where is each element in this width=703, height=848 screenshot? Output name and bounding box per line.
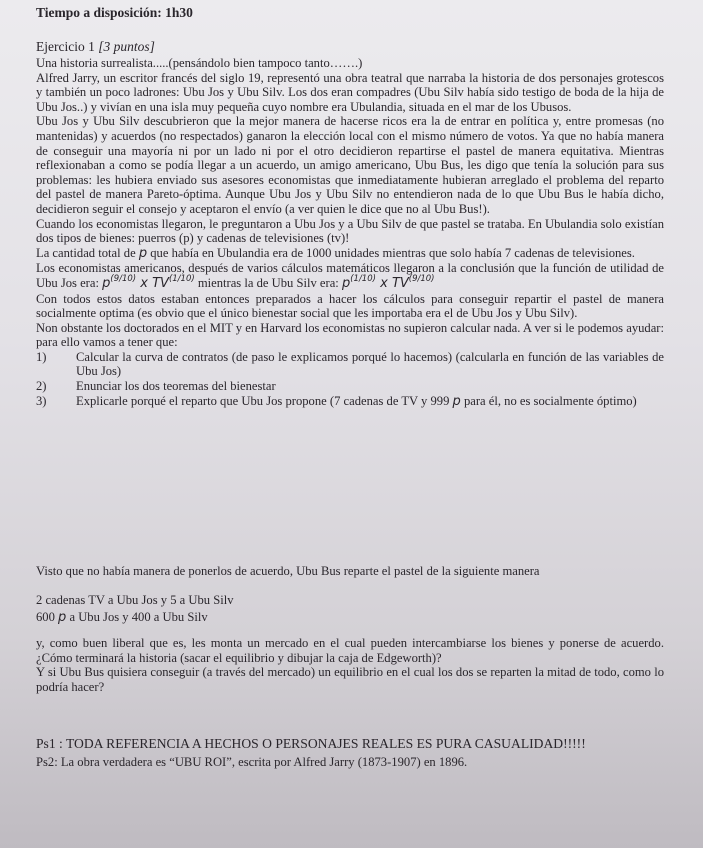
market-paragraph: y, como buen liberal que es, les monta un mercado en el cual pueden intercambiarse los bienes y ponerse de acuerdo. ¿Cómo terminará la historia (sacar el equilibrio y dibujar la caja de Edgeworth)? <box>36 636 664 665</box>
intro-paragraph: Cuando los economistas llegaron, le preguntaron a Ubu Jos y a Ubu Silv de que pastel se trataba. En Ubulandia solo existían dos tipos de bienes: puerros (p) y cadenas de televisiones (tv)! <box>36 216 664 246</box>
utility-silv-formula: $p^{(1/10)}$ x $TV^{(9/10)}$ <box>341 273 435 291</box>
footnote-ps1: Ps1 : TODA REFERENCIA A HECHOS O PERSONAJES REALES ES PURA CASUALIDAD!!!!! <box>36 736 586 751</box>
exercise-body <box>36 56 664 409</box>
market-section <box>36 636 664 694</box>
footnote-ps2: Ps2: La obra verdadera es “UBU ROI”, escrita por Alfred Jarry (1873-1907) en 1896. <box>36 755 468 769</box>
var-p: p <box>138 245 148 261</box>
mit-paragraph: Non obstante los doctorados en el MIT y en Harvard los economistas no supieron calcular nada. A ver si le podemos ayudar: para ello vamos a tener que: <box>36 320 664 350</box>
distribution-p: 600 p a Ubu Jos y 400 a Ubu Silv <box>36 610 208 625</box>
var-p: p <box>58 610 67 625</box>
question-item: 2) Enunciar los dos teoremas del bienestar <box>36 379 276 394</box>
var-p: p <box>452 393 461 409</box>
exercise-title <box>36 40 155 55</box>
exercise-points: [3 puntos] <box>98 39 155 54</box>
quantity-paragraph: La cantidad total de p que había en Ubulandia era de 1000 unidades mientras que solo había 7 cadenas de televisiones. <box>36 245 635 261</box>
utility-paragraph: Los economistas americanos, después de varios cálculos matemáticos llegaron a la conclusión que la función de utilidad de Ubu Jos era: $p^{(9/10)}$ x $TV^{(1/10)}$ mientras la de Ubu Silv era: $p^{(1/10)}$ x $TV^{(9/10)}$ <box>36 261 664 291</box>
utility-jos-formula: $p^{(9/10)}$ x $TV^{(1/10)}$ <box>102 273 195 291</box>
intro-paragraph: Ubu Jos y Ubu Silv descubrieron que la mejor manera de hacerse ricos era la de entrar en política y, entre promesas (no mantenidas) y acuerdos (no respectados) ganaron la elección local con el mismo número de votos. Ya que no había manera de conseguir una mayoría ni por un lado ni por el otro decidieron repartirse el pastel de manera equitativa. Mientras reflexionaban a como se podía llegar a un acuerdo, un amigo americano, Ubu Bus, les digo que tenía la solución para sus problemas: les hubiera enviado sus asesores economistas que inmediatamente hubieran arreglado el problema del reparto del pastel de manera Pareto-óptima. Aunque Ubu Jos y Ubu Silv no entendieron nada de lo que Ubu Bus le había dicho, decidieron seguir el consejo y aceptaron el envío (a ver quien le dice que no al Ubu Bus!). <box>36 114 664 216</box>
half-paragraph: Y si Ubu Bus quisiera conseguir (a través del mercado) un equilibrio en el cual los dos se reparten la mitad de todo, como lo podría hacer? <box>36 665 664 694</box>
time-heading: Tiempo a disposición: 1h30 <box>36 5 193 20</box>
question-item: 3) Explicarle porqué el reparto que Ubu Jos propone (7 cadenas de TV y 999 p para él, no es socialmente óptimo) <box>36 393 637 409</box>
preparation-paragraph: Con todos estos datos estaban entonces preparados a hacer los cálculos para conseguir repartir el pastel de manera socialmente optima (es obvio que el único bienestar social que les importaba era el de Ubu Jos y Ubu Silv). <box>36 291 664 321</box>
distribution-intro: Visto que no había manera de ponerlos de acuerdo, Ubu Bus reparte el pastel de la siguiente manera <box>36 564 540 578</box>
distribution-tv: 2 cadenas TV a Ubu Jos y 5 a Ubu Silv <box>36 593 234 607</box>
exercise-subtitle: Una historia surrealista.....(pensándolo bien tampoco tanto…….) <box>36 56 363 70</box>
question-item: 1) Calcular la curva de contratos (de paso le explicamos porqué lo hacemos) (calcularla en función de las variables de Ubu Jos) <box>36 349 664 379</box>
exercise-name: Ejercicio 1 <box>36 39 95 54</box>
intro-paragraph: Alfred Jarry, un escritor francés del siglo 19, representó una obra teatral que narraba la historia de dos personajes grotescos y también un poco ladrones: Ubu Jos y Ubu Silv. Los dos eran compadres (Ubu Silv había sido testigo de boda de la hija de Ubu Jos..) y vivían en una isla muy pequeña cuyo nombre era Ubulandia, situada en el mar de los Ubusos. <box>36 70 664 114</box>
